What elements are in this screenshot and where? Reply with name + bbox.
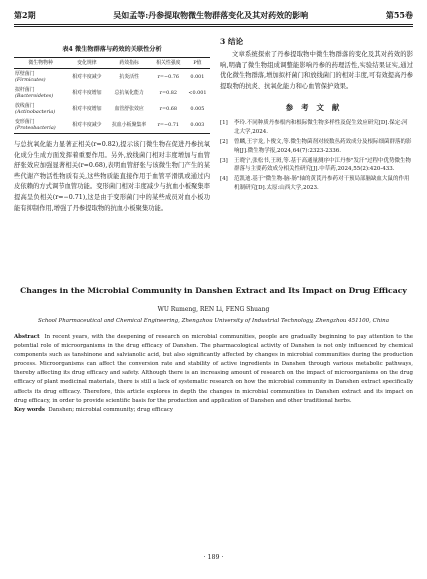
table-header-row: [14, 58, 210, 69]
table-row: [14, 85, 210, 101]
indicator-cell: 血管舒张效应: [114, 106, 144, 112]
conclusion-paragraph: 文章系统探索了丹参提取物中微生物群落的变化及其对药效的影响,明确了微生物组成调整能影响丹参的药理活性,实验结果证实,通过优化微生物群落,增加拟杆菌门和放线菌门的相对丰度,可有效提高丹参提取物的抗炎、抗氧化能力和心血管保护效果。: [220, 51, 413, 90]
ref-number: [2]: [220, 138, 228, 145]
strength-cell: r=−0.71: [152, 117, 185, 134]
species-latin: (Bacteroidetes): [15, 93, 54, 99]
ref-number: [1]: [220, 120, 228, 127]
section-heading: 3 结论: [220, 37, 244, 46]
species-latin: (Firmicutes): [15, 77, 46, 83]
strength-cell: r=0.68: [159, 106, 177, 112]
species-cell: [14, 117, 67, 134]
running-title: 吴如孟等:丹参提取物微生物群落变化及其对药效的影响: [113, 9, 309, 20]
trend-cell: 相对丰度减少: [67, 117, 106, 134]
reference-item: [220, 138, 413, 156]
species-cell: [14, 69, 67, 86]
table-row: [14, 69, 210, 86]
correlation-table: [14, 57, 210, 134]
trend-cell: 相对丰度减少: [72, 74, 102, 80]
strength-cell: r=0.82: [159, 90, 177, 96]
table-caption: 表4 微生物群落与药效的关联性分析: [62, 46, 162, 53]
species-cell: [14, 101, 67, 117]
species-latin: (Proteobacteria): [15, 125, 56, 131]
ref-text: 曾麟,王宇龙,卜俊文,等.微生物菌剂对较数丛药效成分及根际细菌群落的影响[J].微生物学报,2024,64(7):2323-2336.: [234, 138, 412, 154]
indicator-cell: 抗血小板聚集率: [106, 117, 151, 134]
table-row: [14, 117, 210, 134]
reference-item: [220, 175, 413, 193]
pvalue-cell: 0.003: [185, 117, 210, 134]
issue-label: 第2期: [14, 9, 36, 20]
species-latin: (Actinobacteria): [15, 109, 56, 115]
species-cn: 拟杆菌门: [15, 87, 35, 93]
header-rule-thin: [14, 26, 413, 27]
right-column: [220, 34, 413, 194]
indicator-cell: 抗炎活性: [119, 74, 139, 80]
col-pvalue: P值: [185, 58, 210, 69]
col-trend: 变化规律: [67, 58, 106, 69]
reference-item: [220, 157, 413, 175]
abstract-text: In recent years, with the deepening of research on microbial communities, people are gradually beginning to pay attention to the potential role of microorganisms in the drug efficacy of Danshen. The pharmacological activity of Danshen is not only influenced by chemical components such as tanshinone and salvianolic acid, but also significantly affected by changes in microbial communities during the production process. Microorganisms can affect the conversion rate and stability of active ingredients in Danshen through various metabolic pathways, thereby affecting its drug efficacy and safety. Although there is an increasing amount of research on the impact of microorganisms on the drug efficacy of plant medicinal materials, there is still a lack of systematic research on how the microbial community in Danshen extract specifically affects its drug efficacy. Therefore, this article explores in depth the changes in microbial communities in Danshen extract and its impact on drug efficacy, in order to provide scientific basis for the production and application of Danshen and other traditional herbs.: [14, 334, 413, 404]
strength-cell: r=−0.76: [157, 74, 180, 80]
references-heading: 参考文献: [285, 103, 348, 113]
keywords-label: Key words: [14, 406, 45, 413]
trend-cell: 相对丰度增加: [72, 90, 102, 96]
header-rule: [14, 24, 413, 25]
body-paragraph: 与总抗氧化能力显著正相关(r=0.82),提示该门微生物在促进丹参抗氧化成分生成方面发挥着重要作用。另外,放线菌门相对丰度增加与血管舒张效应加强显著相关(r=0.68),表明血管舒张与该微生物门产生的某些代谢产物活性物质有关,这些物质能直接作用于血管平滑肌或通过内皮依赖的方式调节血管功能。变形菌门相对丰度减少与抗血小板聚集率提高呈负相关(r=−0.71),这是由于变形菌门中的某些成员对血小板功能有抑制作用,增强了丹参提取物的抗血小板聚集功能。: [14, 141, 210, 212]
ref-text: 王晓宁,张松书,王斑,等.基于高通量测序中江丹参"发汗"过程中优势微生物群落与主要药效成分相关性研究[J].中草药,2024,55(2):420-433.: [234, 157, 412, 173]
pvalue-cell: <0.001: [188, 90, 207, 96]
keywords-text: Danshen; microbial community; drug efficacy: [48, 406, 173, 413]
col-indicator: 药效指标: [106, 58, 151, 69]
pvalue-cell: 0.005: [190, 106, 205, 112]
table-row: [14, 101, 210, 117]
ref-text: 范凯迪.基于"微生物-脑-肠"轴的黄芪丹参药对干预局部脑缺血大鼠的作用机制研究[D].太原:山西大学,2023.: [234, 176, 410, 191]
reference-item: [220, 119, 413, 137]
ref-number: [3]: [220, 157, 228, 164]
running-header: [14, 8, 413, 22]
english-title: Changes in the Microbial Community in Danshen Extract and Its Impact on Drug Efficacy: [20, 286, 407, 295]
page-number: · 189 ·: [203, 554, 224, 561]
abstract-label: Abstract: [14, 334, 40, 340]
col-species: 微生物物种: [14, 58, 67, 69]
reference-list: [220, 119, 413, 192]
species-cn: 放线菌门: [15, 103, 35, 109]
english-abstract: [14, 333, 413, 415]
species-cell: [14, 85, 67, 101]
trend-cell: 相对丰度增加: [72, 106, 102, 112]
pvalue-cell: 0.001: [190, 74, 205, 80]
species-cn: 变形菌门: [15, 119, 35, 125]
species-cn: 厚壁菌门: [15, 71, 35, 77]
col-strength: 相关性强度: [152, 58, 185, 69]
english-authors: WU Rumeng, REN Li, FENG Shuang: [157, 306, 270, 313]
ref-number: [4]: [220, 176, 228, 183]
ref-text: 李玲.不同种质丹参根内和根际微生物多样性及促生效应研究[D].保定:河北大学,2024.: [234, 120, 408, 136]
volume-label: 第55卷: [385, 9, 413, 20]
left-column: [14, 34, 210, 214]
english-affiliation: School Pharmaceutical and Chemical Engineering, Zhengzhou University of Industrial Technology, Zhengzhou 451100, China: [37, 318, 389, 324]
indicator-cell: 总抗氧化能力: [114, 90, 144, 96]
